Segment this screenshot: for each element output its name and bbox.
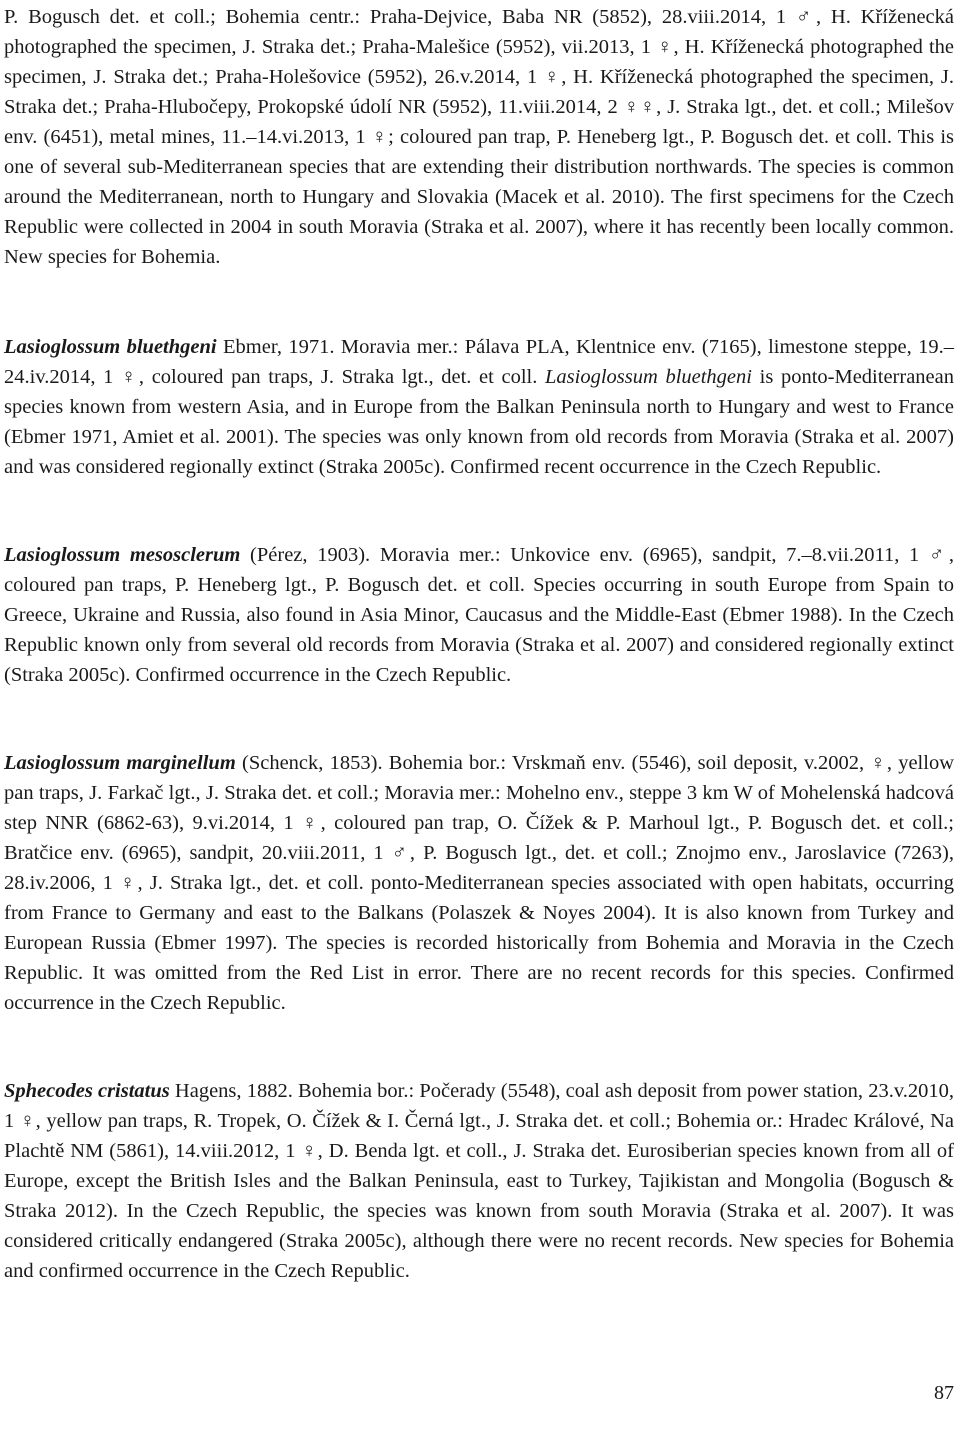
species-name: Sphecodes cristatus	[4, 1080, 170, 1102]
page-number: 87	[934, 1382, 954, 1404]
entry-text-continued: is ponto-Mediterranean species known from western Asia, and in Europe from the Balkan Peninsula north to Hungary and west to France (Ebmer 1971, Amiet et al. 2001). The species was only known from old records from Moravia (Straka et al. 2007) and was considered regionally extinct (Straka 2005c). Confirmed recent occurrence in the Czech Republic.	[4, 366, 954, 478]
species-name: Lasioglossum marginellum	[4, 752, 236, 774]
entry-text: Hagens, 1882. Bohemia bor.: Počerady (5548), coal ash deposit from power station, 23.v.2010, 1 ♀, yellow pan traps, R. Tropek, O. Čížek & I. Černá lgt., J. Straka det. et coll.; Bohemia or.: Hradec Králové, Na Plachtě NM (5861), 14.viii.2012, 1 ♀, D. Benda lgt. et coll., J. Straka det. Eurosiberian species known from all of Europe, except the British Isles and the Balkan Peninsula, east to Turkey, Tajikistan and Mongolia (Bogusch & Straka 2012). In the Czech Republic, the species was known from south Moravia (Straka et al. 2007). It was considered critically endangered (Straka 2005c), although there were no recent records. New species for Bohemia and confirmed occurrence in the Czech Republic.	[4, 1080, 954, 1282]
species-entry-cristatus	[4, 1076, 954, 1286]
entry-text: Ebmer, 1971. Moravia mer.: Pálava PLA, Klentnice env. (7165), limestone steppe, 19.–24.iv.2014, 1 ♀, coloured pan traps, J. Straka lgt., det. et coll.	[4, 336, 954, 388]
entry-text: (Pérez, 1903). Moravia mer.: Unkovice env. (6965), sandpit, 7.–8.vii.2011, 1 ♂, coloured pan traps, P. Heneberg lgt., P. Bogusch det. et coll. Species occurring in south Europe from Spain to Greece, Ukraine and Russia, also found in Asia Minor, Caucasus and the Middle-East (Ebmer 1988). In the Czech Republic known only from several old records from Moravia (Straka et al. 2007) and considered regionally extinct (Straka 2005c). Confirmed occurrence in the Czech Republic.	[4, 544, 954, 686]
spacer	[4, 1018, 954, 1076]
page-body	[4, 0, 954, 1286]
spacer	[4, 482, 954, 540]
species-ref-italic: Lasioglossum bluethgeni	[545, 366, 752, 388]
spacer	[4, 272, 954, 332]
intro-paragraph	[4, 2, 954, 272]
species-name: Lasioglossum mesosclerum	[4, 544, 241, 566]
species-entry-mesosclerum	[4, 540, 954, 690]
spacer	[4, 690, 954, 748]
species-entry-marginellum	[4, 748, 954, 1018]
species-entry-bluethgeni	[4, 332, 954, 482]
species-name: Lasioglossum bluethgeni	[4, 336, 217, 358]
intro-text: P. Bogusch det. et coll.; Bohemia centr.: Praha-Dejvice, Baba NR (5852), 28.viii.2014, 1 ♂, H. Kříženecká photographed the specimen, J. Straka det.; Praha-Malešice (5952), vii.2013, 1 ♀, H. Kříženecká photographed the specimen, J. Straka det.; Praha-Holešovice (5952), 26.v.2014, 1 ♀, H. Kříženecká photographed the specimen, J. Straka det.; Praha-Hlubočepy, Prokopské údolí NR (5952), 11.viii.2014, 2 ♀♀, J. Straka lgt., det. et coll.; Milešov env. (6451), metal mines, 11.–14.vi.2013, 1 ♀; coloured pan trap, P. Heneberg lgt., P. Bogusch det. et coll. This is one of several sub-Mediterranean species that are extending their distribution northwards. The species is common around the Mediterranean, north to Hungary and Slovakia (Macek et al. 2010). The first specimens for the Czech Republic were collected in 2004 in south Moravia (Straka et al. 2007), where it has recently been locally common. New species for Bohemia.	[4, 6, 954, 268]
entry-text: (Schenck, 1853). Bohemia bor.: Vrskmaň env. (5546), soil deposit, v.2002, ♀, yellow pan traps, J. Farkač lgt., J. Straka det. et coll.; Moravia mer.: Mohelno env., steppe 3 km W of Mohelenská hadcová step NNR (6862-63), 9.vi.2014, 1 ♀, coloured pan trap, O. Čížek & P. Marhoul lgt., P. Bogusch det. et coll.; Bratčice env. (6965), sandpit, 20.viii.2011, 1 ♂, P. Bogusch lgt., det. et coll.; Znojmo env., Jaroslavice (7263), 28.iv.2006, 1 ♀, J. Straka lgt., det. et coll. ponto-Mediterranean species associated with open habitats, occurring from France to Germany and east to the Balkans (Polaszek & Noyes 2004). It is also known from Turkey and European Russia (Ebmer 1997). The species is recorded historically from Bohemia and Moravia in the Czech Republic. It was omitted from the Red List in error. There are no recent records for this species. Confirmed occurrence in the Czech Republic.	[4, 752, 954, 1014]
